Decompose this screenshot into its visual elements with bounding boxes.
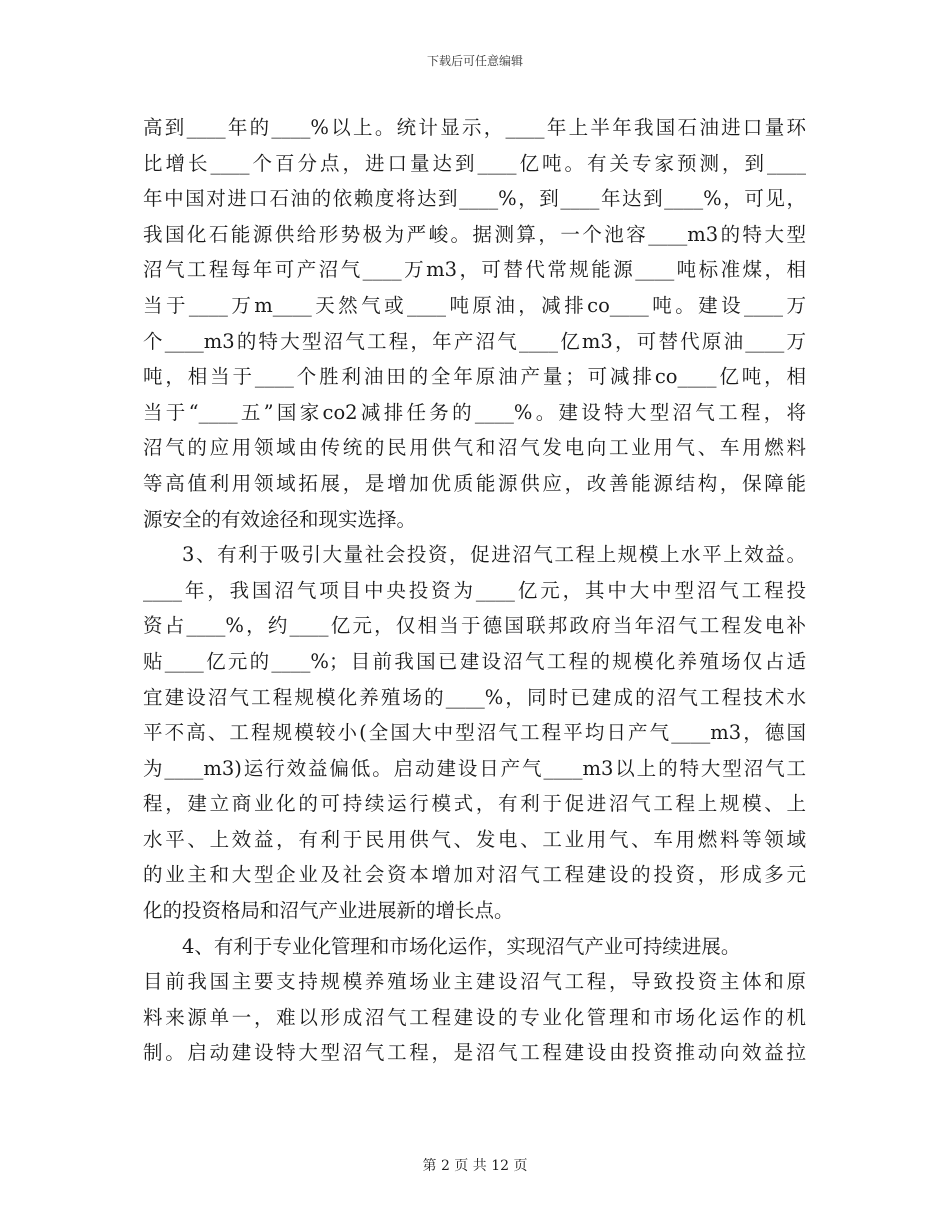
text-line: 贴____亿元的____%；目前我国已建设沼气工程的规模化养殖场仅占适: [143, 649, 806, 673]
text-line: 的业主和大型企业及社会资本增加对沼气工程建设的投资，形成多元: [143, 863, 806, 887]
text-line: 为____m3)运行效益偏低。启动建设日产气____m3以上的特大型沼气工: [143, 756, 806, 780]
text-line: 程，建立商业化的可持续运行模式，有利于促进沼气工程上规模、上: [143, 792, 806, 816]
text-line: 当于____万m____天然气或____吨原油，减排co____吨。建设____万: [143, 293, 806, 317]
page-number: 第 2 页 共 12 页: [422, 1158, 528, 1174]
text-line: 沼气的应用领域由传统的民用供气和沼气发电向工业用气、车用燃料: [143, 436, 806, 460]
text-line: 年中国对进口石油的依赖度将达到____%，到____年达到____%，可见，: [143, 187, 806, 211]
text-line: 水平、上效益，有利于民用供气、发电、工业用气、车用燃料等领域: [143, 827, 806, 851]
section-heading-3: 3、有利于吸引大量社会投资，促进沼气工程上规模上水平上效益。: [182, 543, 806, 567]
text-line: 我国化石能源供给形势极为严峻。据测算，一个池容____m3的特大型: [143, 222, 806, 246]
text-line: 比增长____个百分点，进口量达到____亿吨。有关专家预测，到____: [143, 151, 806, 175]
text-line: 个____m3的特大型沼气工程，年产沼气____亿m3，可替代原油____万: [143, 329, 806, 353]
text-line: 高到____年的____%以上。统计显示，____年上半年我国石油进口量环: [143, 116, 806, 139]
text-line: 平不高、工程规模较小(全国大中型沼气工程平均日产气____m3，德国: [143, 721, 806, 745]
text-line: 等高值利用领域拓展，是增加优质能源供应，改善能源结构，保障能: [143, 471, 806, 495]
text-line: ____年，我国沼气项目中央投资为____亿元，其中大中型沼气工程投: [143, 578, 806, 602]
page-header: 下载后可任意编辑: [426, 54, 523, 68]
text-line: 目前我国主要支持规模养殖场业主建设沼气工程，导致投资主体和原: [143, 970, 806, 994]
text-line: 源安全的有效途径和现实选择。: [143, 507, 417, 531]
text-line: 化的投资格局和沼气产业进展新的增长点。: [143, 899, 514, 923]
body-text: [143, 110, 806, 1071]
text-line: 沼气工程每年可产沼气____万m3，可替代常规能源____吨标准煤，相: [143, 258, 806, 282]
text-line: 料来源单一，难以形成沼气工程建设的专业化管理和市场化运作的机: [143, 1005, 806, 1029]
text-line: 资占____%，约____亿元，仅相当于德国联邦政府当年沼气工程发电补: [143, 614, 806, 638]
text-line: 宜建设沼气工程规模化养殖场的____%，同时已建成的沼气工程技术水: [143, 685, 806, 709]
text-line: 吨，相当于____个胜利油田的全年原油产量；可减排co____亿吨，相: [143, 365, 806, 389]
text-line: 当于“____五”国家co2减排任务的____%。建设特大型沼气工程，将: [143, 400, 806, 424]
section-heading-4: 4、有利于专业化管理和市场化运作，实现沼气产业可持续进展。: [182, 934, 741, 958]
text-line: 制。启动建设特大型沼气工程，是沼气工程建设由投资推动向效益拉: [143, 1041, 806, 1065]
